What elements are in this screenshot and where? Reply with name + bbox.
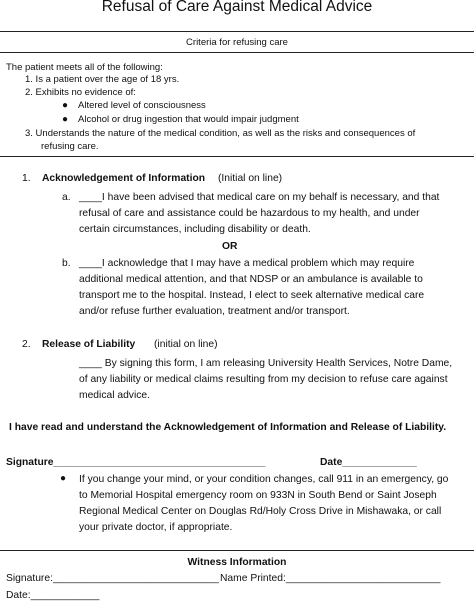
criteria-intro: The patient meets all of the following: (6, 62, 163, 73)
release-line: of any liability or medical claims resulting from my decision to refuse care against (79, 374, 448, 385)
option-b-line: transport me to the hospital. Instead, I elect to seek alternative medical care (79, 290, 425, 301)
or-separator: OR (222, 241, 238, 252)
option-b-line[interactable]: ____I acknowledge that I may have a medical problem which may require (79, 258, 415, 269)
section-2-note: (initial on line) (154, 339, 218, 350)
section-2-number: 2. (22, 339, 31, 350)
acknowledgement-statement: I have read and understand the Acknowledgement of Information and Release of Liability. (9, 422, 447, 433)
witness-date-field[interactable]: Date:____________ (6, 590, 100, 601)
criteria-item-3-cont: refusing care. (41, 141, 99, 152)
release-line[interactable]: ____ By signing this form, I am releasing University Health Services, Notre Dame, (79, 358, 453, 369)
witness-signature-field[interactable]: Signature:_____________________________ (6, 573, 220, 584)
criteria-heading-rule (0, 52, 474, 53)
witness-heading: Witness Information (187, 557, 287, 568)
signature-field[interactable]: Signature_____________________________________ (6, 457, 266, 468)
section-1-heading: Acknowledgement of Information (42, 173, 206, 184)
criteria-bottom-rule (0, 156, 474, 157)
section-1-note: (Initial on line) (218, 173, 283, 184)
section-1-number: 1. (22, 173, 31, 184)
advice-line: to Memorial Hospital emergency room on 933N in South Bend or Saint Joseph (79, 490, 437, 501)
criteria-bullet-1: Altered level of consciousness (78, 100, 206, 111)
criteria-item-1: 1. Is a patient over the age of 18 yrs. (25, 74, 180, 85)
advice-line: Regional Medical Center on Douglas Rd/Holy Cross Drive in Mishawaka, or call (79, 506, 442, 517)
criteria-heading: Criteria for refusing care (186, 37, 288, 48)
option-a-line: certain circumstances, including disability or death. (79, 224, 311, 235)
section-2-heading: Release of Liability (42, 339, 136, 350)
form-title: Refusal of Care Against Medical Advice (101, 0, 373, 15)
date-field[interactable]: Date_____________ (320, 457, 417, 468)
option-b-line: and/or refuse further evaluation, treatment and/or transport. (79, 306, 350, 317)
criteria-item-2: 2. Exhibits no evidence of: (25, 87, 136, 98)
criteria-top-rule (0, 31, 474, 32)
criteria-item-3: 3. Understands the nature of the medical condition, as well as the risks and consequences of (25, 128, 416, 139)
option-a-line[interactable]: ____I have been advised that medical care on my behalf is necessary, and that (79, 192, 440, 203)
witness-name-field[interactable]: Name Printed:___________________________ (220, 573, 441, 584)
option-b-line: additional medical attention, and that NDSP or an ambulance is available to (79, 274, 423, 285)
option-a-line: refusal of care and assistance could be hazardous to my health, and under (79, 208, 420, 219)
criteria-bullet-2: Alcohol or drug ingestion that would impair judgment (78, 114, 299, 125)
option-a-marker: a. (62, 192, 71, 203)
bullet-icon: ● (60, 473, 67, 484)
advice-line: your private doctor, if appropriate. (79, 522, 233, 533)
bullet-icon: ● (62, 114, 69, 125)
witness-top-rule (0, 550, 474, 551)
release-line: medical advice. (79, 390, 150, 401)
bullet-icon: ● (62, 100, 69, 111)
option-b-marker: b. (62, 258, 71, 269)
advice-line: If you change your mind, or your condition changes, call 911 in an emergency, go (79, 474, 449, 485)
